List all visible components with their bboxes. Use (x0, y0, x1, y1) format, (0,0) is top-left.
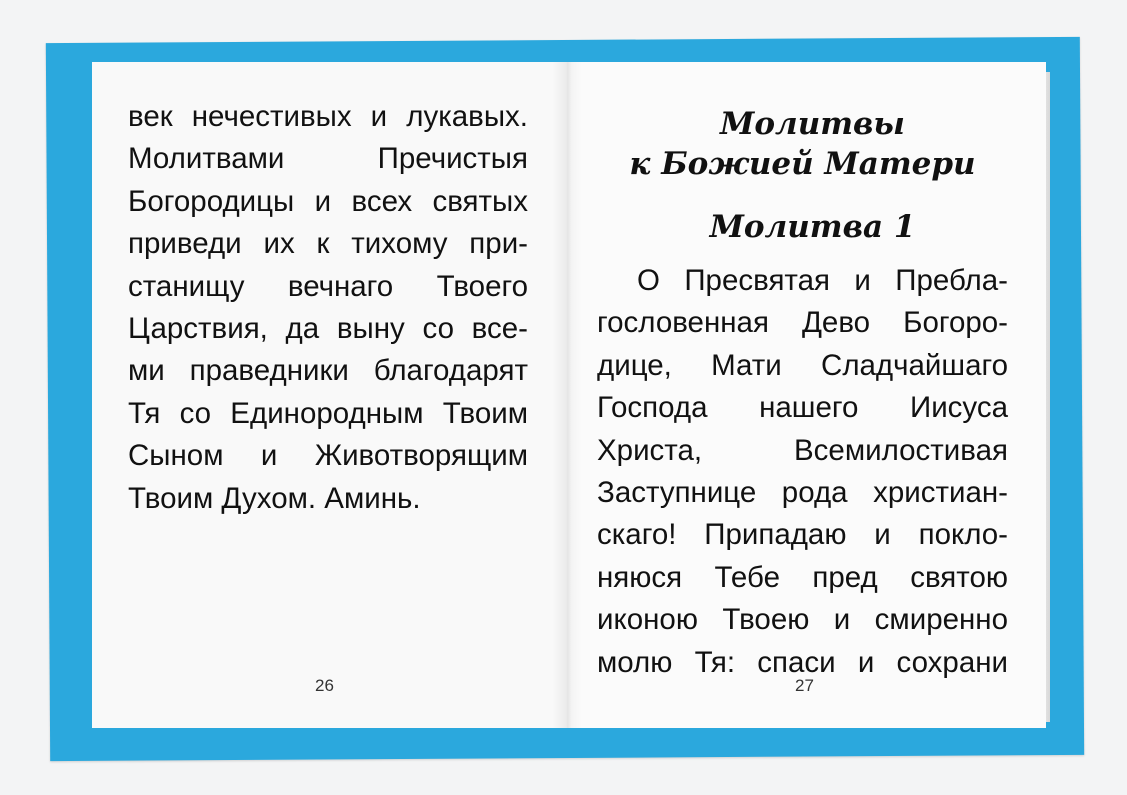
text-line: иконою Твоею и смиренно (597, 603, 1008, 637)
text-line: Заступнице рода христиан- (597, 475, 1008, 509)
text-line: Твоим Духом. Аминь. (128, 481, 421, 515)
prayer-section-title-line2: к Божией Матери (629, 146, 976, 182)
text-line: век нечестивых и лукавых. (128, 100, 528, 133)
prayer-section-title: Молитвы (720, 106, 905, 142)
left-page-text (128, 96, 528, 520)
page-number-right: 27 (795, 676, 814, 695)
text-line: дице, Мати Сладчайшаго (597, 348, 1008, 382)
text-line: ми праведники благодарят (128, 354, 528, 388)
text-line: гословенная Дево Богоро- (597, 306, 1008, 340)
text-line: Богородицы и всех святых (128, 184, 528, 218)
text-line: Христа, Всемилостивая (597, 433, 1008, 467)
text-line: О Пресвятая и Пребла- (637, 264, 1008, 297)
text-line: Господа нашего Иисуса (597, 391, 1008, 425)
text-line: Тя со Единородным Твоим (128, 396, 528, 430)
text-line: Молитвами Пречистыя (128, 142, 528, 176)
text-line: Царствия, да выну со все- (128, 311, 528, 345)
page-number-left: 26 (315, 676, 334, 695)
text-line: скаго! Припадаю и покло- (597, 518, 1008, 552)
text-line: приведи их к тихому при- (128, 227, 528, 261)
right-page-text (597, 260, 1008, 684)
text-line: Сыном и Животворящим (128, 439, 528, 473)
text-line: молю Тя: спаси и сохрани (597, 645, 1008, 679)
prayer-title: Молитва 1 (709, 209, 916, 245)
text-line: станищу вечнаго Твоего (128, 269, 528, 303)
text-line: няюся Тебе пред святою (597, 560, 1008, 594)
